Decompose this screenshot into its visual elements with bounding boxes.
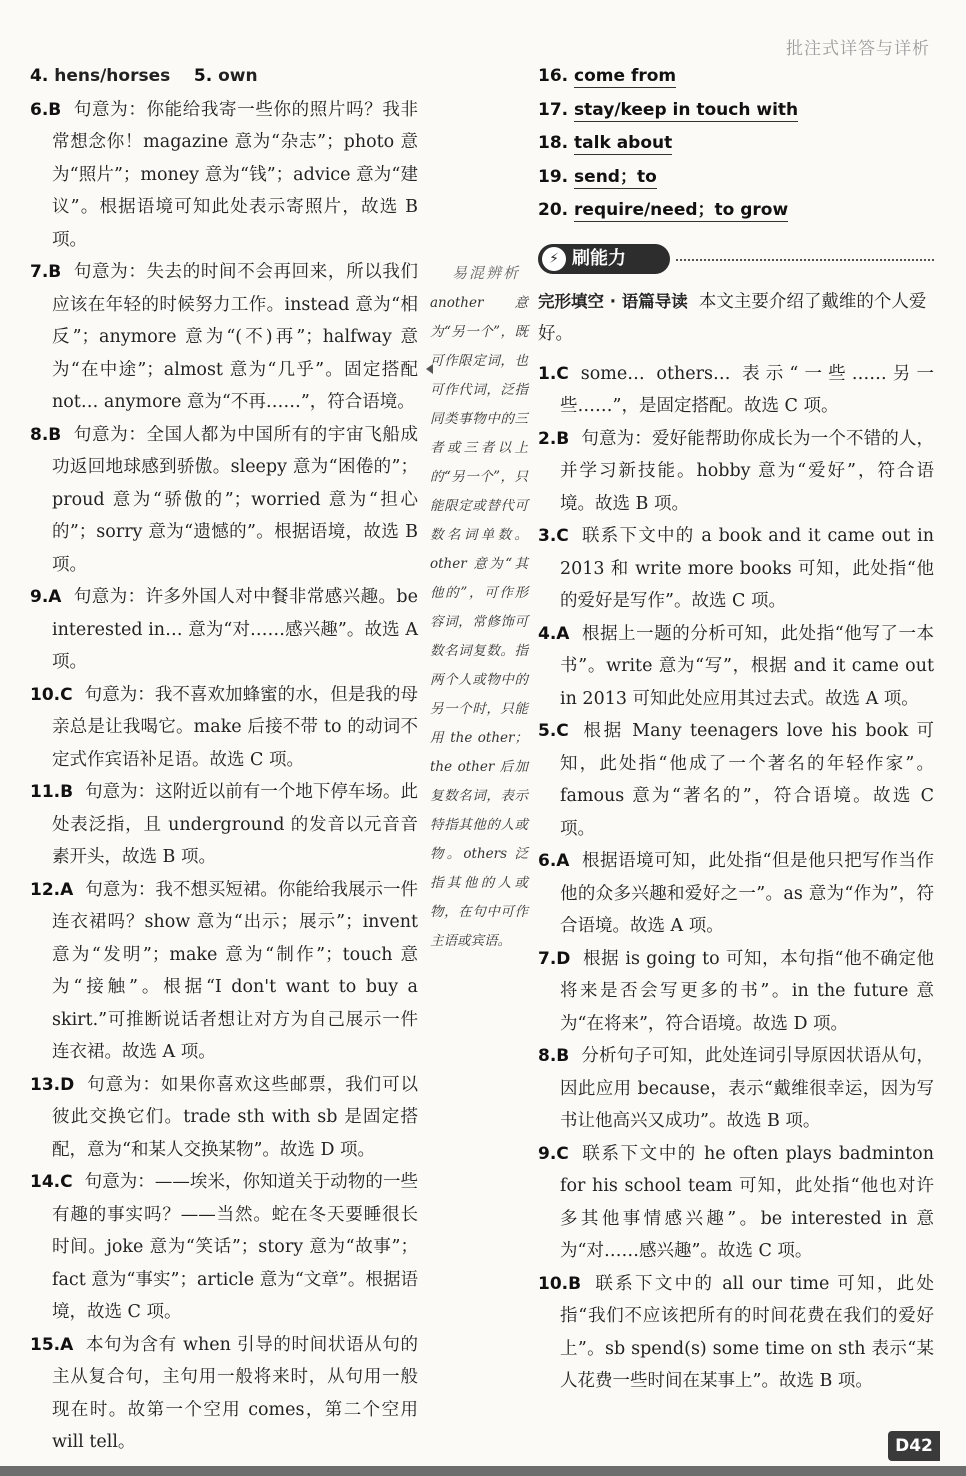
explanation: 句意为：这附近以前有一个地下停车场。此处表泛指，且 underground 的发音以元音音素开头，故选 B 项。 — [52, 782, 418, 868]
answer-choice: B — [568, 1273, 582, 1294]
explanation: 句意为：我不想买短裙。你能给我展示一件连衣裙吗？show 意为“出示；展示”；invent 意为“发明”；make 意为“制作”；touch 意为“接触”。根据“I don't want to buy a skirt.”可推断说话者想让对方为自己展示一件连衣裙。故选 A 项。 — [52, 879, 418, 1063]
answer-item-c2 — [538, 423, 934, 521]
fill-item-19 — [538, 161, 934, 195]
answer-choice: B — [60, 782, 74, 803]
explanation: 根据 is going to 可知，本句指“他不确定他将来是否会写更多的书”。in the future 意为“在将来”，符合语境。故选 D 项。 — [560, 948, 934, 1034]
explanation: 根据上一题的分析可知，此处指“他写了一本书”。write 意为“写”，根据 and it came out in 2013 可知此处应用其过去式。故选 A 项。 — [560, 623, 934, 709]
answer-item-c3 — [538, 520, 934, 618]
page-header: 批注式详答与详析 — [786, 39, 930, 59]
explanation: 根据 Many teenagers love his book 可知，此处指“他成了一个著名的年轻作家”。famous 意为“著名的”，符合语境。故选 C 项。 — [560, 721, 934, 839]
answer-item-c7 — [538, 943, 934, 1041]
answer-item-c5 — [538, 715, 934, 845]
answer-item-7 — [30, 256, 418, 419]
answer-item-15 — [30, 1329, 418, 1459]
intro-label: 完形填空 · 语篇导读 — [538, 291, 688, 311]
fill-item-16 — [538, 60, 934, 94]
answer-choice: C — [60, 684, 73, 705]
side-note-text: another 意为“另一个”，既可作限定词，也可作代词，泛指同类事物中的三者或三者以上的“另一个”，只能限定或替代可数名词单数。other 意为“其他的”，可作形容词，常修饰可数名词复数。指两个人或物中的另一个时，只能用 the other；the other 后加复数名词，表示特指其他的人或物。others 泛指其他的人或物，在句中可作主语或宾语。 — [430, 295, 528, 949]
item-number: 11. — [30, 782, 61, 803]
item-number: 5. — [538, 721, 557, 742]
right-column — [538, 60, 934, 1398]
answer-item-c8 — [538, 1040, 934, 1138]
answer-item-c9 — [538, 1138, 934, 1268]
item-number: 13. — [30, 1074, 61, 1095]
answer-text: own — [218, 66, 258, 86]
answer-choice: B — [48, 262, 62, 283]
answer-text: stay/keep in touch with — [574, 99, 799, 120]
answer-item-13 — [30, 1069, 418, 1167]
item-number: 2. — [538, 428, 557, 449]
item-number: 8. — [30, 424, 49, 445]
section-badge-label: 刷能力 — [572, 247, 626, 269]
item-number: 7. — [30, 262, 49, 283]
item-number: 8. — [538, 1046, 557, 1067]
answer-choice: B — [48, 424, 62, 445]
item-number: 5. — [193, 66, 213, 86]
left-column — [30, 60, 418, 1459]
lightning-icon: ⚡ — [542, 247, 566, 271]
answer-choice: A — [60, 879, 74, 900]
fill-item-20 — [538, 194, 934, 228]
pointer-arrow-icon — [426, 364, 433, 374]
item-number: 12. — [30, 879, 61, 900]
item-number: 7. — [538, 948, 557, 969]
explanation: 本句为含有 when 引导的时间状语从句的主从复合句，主句用一般将来时，从句用一般现在时。故第一个空用 comes，第二个空用 will tell。 — [52, 1334, 418, 1453]
answer-item-11 — [30, 776, 418, 874]
section-banner — [538, 242, 934, 282]
passage-intro — [538, 286, 934, 350]
explanation: 联系下文中的 he often plays badminton for his school team 可知，此处指“他也对许多其他事情感兴趣”。be interested in 意为“对……感兴趣”。故选 C 项。 — [560, 1143, 934, 1262]
item-number: 20. — [538, 200, 569, 221]
fill-item-17 — [538, 94, 934, 128]
explanation: 联系下文中的 all our time 可知，此处指“我们不应该把所有的时间花费在我们的爱好上”。sb spend(s) some time on sth 表示“某人花费一些时间在某事上”。故选 B 项。 — [560, 1273, 934, 1392]
fill-item-18 — [538, 127, 934, 161]
item-number: 14. — [30, 1172, 61, 1193]
answer-item-12 — [30, 874, 418, 1069]
answer-text: hens/horses — [54, 66, 171, 86]
answer-item-6 — [30, 94, 418, 257]
explanation: 句意为：失去的时间不会再回来，所以我们应该在年轻的时候努力工作。instead 意为“相反”；anymore 意为“(不)再”；halfway 意为“在中途”；almost 意为“几乎”。固定搭配 not… anymore 意为“不再……”，符合语境。 — [52, 262, 418, 413]
answer-text: come from — [574, 66, 677, 86]
explanation: 句意为：你能给我寄一些你的照片吗？我非常想念你！magazine 意为“杂志”；photo 意为“照片”；money 意为“钱”；advice 意为“建议”。根据语境可知此处表示寄照片，故选 B 项。 — [52, 99, 418, 250]
answer-item-10 — [30, 679, 418, 777]
section-badge — [538, 244, 670, 274]
answer-text: require/need；to grow — [574, 200, 789, 221]
answer-choice: B — [556, 428, 570, 449]
answer-choice: C — [556, 721, 569, 742]
item-number: 19. — [538, 166, 569, 187]
item-number: 10. — [538, 1273, 569, 1294]
item-number: 9. — [30, 587, 49, 608]
explanation: 句意为：爱好能帮助你成长为一个不错的人，并学习新技能。hobby 意为“爱好”，符合语境。故选 B 项。 — [560, 428, 934, 514]
bottom-bar — [0, 1466, 966, 1476]
intro-text: 本文主要介绍了戴维的个人爱好。 — [538, 291, 927, 344]
explanation: 句意为：我不喜欢加蜂蜜的水，但是我的母亲总是让我喝它。make 后接不带 to 的动词不定式作宾语补足语。故选 C 项。 — [52, 684, 418, 770]
explanation: 句意为：许多外国人对中餐非常感兴趣。be interested in… 意为“对……感兴趣”。故选 A 项。 — [52, 587, 418, 673]
answer-item-14 — [30, 1166, 418, 1329]
answer-item-9 — [30, 581, 418, 679]
answer-choice: C — [60, 1172, 73, 1193]
answer-text: send；to — [574, 166, 657, 187]
answer-item-c6 — [538, 845, 934, 943]
answer-line-4-5 — [30, 60, 418, 92]
answer-choice: A — [556, 851, 570, 872]
answer-choice: A — [556, 623, 570, 644]
explanation: some… others… 表示“一些……另一些……”，是固定搭配。故选 C 项。 — [560, 363, 934, 417]
item-number: 9. — [538, 1143, 557, 1164]
side-note — [430, 262, 528, 956]
item-number: 6. — [538, 851, 557, 872]
answer-choice: A — [48, 587, 62, 608]
explanation: 根据语境可知，此处指“但是他只把写作当作他的众多兴趣和爱好之一”。as 意为“作为”，符合语境。故选 A 项。 — [560, 851, 934, 937]
answer-choice: B — [556, 1046, 570, 1067]
item-number: 3. — [538, 526, 557, 547]
answer-item-8 — [30, 419, 418, 582]
answer-choice: D — [556, 948, 571, 969]
answer-item-c10 — [538, 1268, 934, 1398]
page-number: D42 — [888, 1431, 940, 1461]
explanation: 句意为：如果你喜欢这些邮票，我们可以彼此交换它们。trade sth with sb 是固定搭配，意为“和某人交换某物”。故选 D 项。 — [52, 1074, 418, 1160]
answer-item-c4 — [538, 618, 934, 716]
answer-text: talk about — [574, 133, 673, 154]
item-number: 16. — [538, 66, 569, 86]
answer-choice: C — [556, 526, 569, 547]
explanation: 句意为：全国人都为中国所有的宇宙飞船成功返回地球感到骄傲。sleepy 意为“困倦的”；proud 意为“骄傲的”；worried 意为“担心的”；sorry 意为“遗憾的”。根据语境，故选 B 项。 — [52, 424, 418, 575]
answer-choice: B — [48, 99, 62, 120]
explanation: 分析句子可知，此处连词引导原因状语从句，因此应用 because，表示“戴维很幸运，因为写书让他高兴又成功”。故选 B 项。 — [560, 1046, 934, 1132]
explanation: 句意为：——埃米，你知道关于动物的一些有趣的事实吗？——当然。蛇在冬天要睡很长时间。joke 意为“笑话”；story 意为“故事”；fact 意为“事实”；article 意为“文章”。根据语境，故选 C 项。 — [52, 1172, 418, 1323]
answer-choice: A — [60, 1334, 74, 1355]
answer-choice: D — [60, 1074, 75, 1095]
answer-choice: C — [556, 1143, 569, 1164]
dotted-divider — [676, 259, 934, 261]
item-number: 6. — [30, 99, 49, 120]
item-number: 17. — [538, 99, 569, 120]
side-note-title: 易混辨析 — [452, 264, 521, 282]
explanation: 联系下文中的 a book and it came out in 2013 和 write more books 可知，此处指“他的爱好是写作”。故选 C 项。 — [560, 526, 934, 612]
answer-choice: C — [556, 363, 569, 384]
item-number: 10. — [30, 684, 61, 705]
answer-item-c1 — [538, 358, 934, 423]
item-number: 1. — [538, 363, 557, 384]
item-number: 15. — [30, 1334, 61, 1355]
item-number: 4. — [538, 623, 557, 644]
item-number: 4. — [30, 66, 49, 86]
item-number: 18. — [538, 133, 569, 154]
